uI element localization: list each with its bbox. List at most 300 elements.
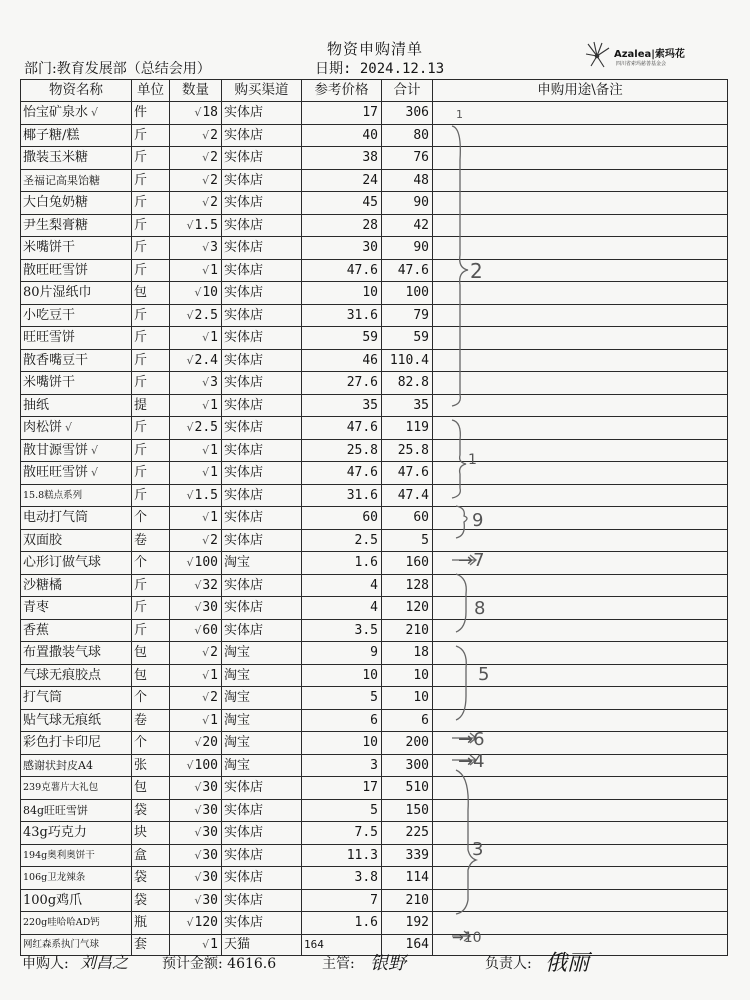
cell-unit: 盒 xyxy=(132,844,170,867)
cell-item-name xyxy=(21,709,132,732)
responsible-label: 负责人: xyxy=(485,956,532,972)
annotation-10: →10 xyxy=(452,930,482,946)
checkmark-icon: √ xyxy=(91,443,99,457)
logo-brand-text: Azalea|索玛花 xyxy=(614,49,685,60)
cell-price: 1.6 xyxy=(302,912,382,935)
col-header-name: 物资名称 xyxy=(21,80,132,102)
cell-unit: 斤 xyxy=(132,124,170,147)
quantity-text: 10 xyxy=(202,285,218,301)
cell-item-name xyxy=(21,597,132,620)
cell-price: 40 xyxy=(302,124,382,147)
cell-channel: 实体店 xyxy=(222,259,302,282)
table-row xyxy=(21,394,728,417)
budget-amount: 预计金额: 4616.6 xyxy=(162,956,277,972)
cell-item-name xyxy=(21,147,132,170)
cell-item-name xyxy=(21,102,132,125)
cell-total: 47.6 xyxy=(382,259,433,282)
azalea-flower-icon xyxy=(580,40,614,72)
quantity-text: 1 xyxy=(210,262,218,278)
cell-notes xyxy=(433,462,728,485)
cell-price: 4 xyxy=(302,597,382,620)
checkmark-icon: √ xyxy=(65,421,73,435)
cell-item-name xyxy=(21,372,132,395)
cell-price: 164 xyxy=(302,934,382,955)
cell-quantity xyxy=(170,732,222,755)
cell-quantity xyxy=(170,529,222,552)
cell-quantity xyxy=(170,349,222,372)
cell-total: 6 xyxy=(382,709,433,732)
table-header-row xyxy=(21,80,728,102)
cell-channel: 实体店 xyxy=(222,417,302,440)
cell-notes xyxy=(433,417,728,440)
cell-channel: 实体店 xyxy=(222,484,302,507)
cell-quantity xyxy=(170,372,222,395)
table-row xyxy=(21,147,728,170)
cell-total: 300 xyxy=(382,754,433,777)
cell-item-name xyxy=(21,327,132,350)
cell-notes xyxy=(433,102,728,125)
checkmark-icon: √ xyxy=(186,308,194,322)
table-row xyxy=(21,214,728,237)
item-name-text: 心形订做气球 xyxy=(23,555,102,571)
cell-channel: 实体店 xyxy=(222,124,302,147)
checkmark-icon: √ xyxy=(186,421,194,435)
quantity-text: 1 xyxy=(210,510,218,526)
col-header-notes: 申购用途\备注 xyxy=(433,80,728,102)
cell-total: 128 xyxy=(382,574,433,597)
cell-item-name xyxy=(21,777,132,800)
cell-unit: 斤 xyxy=(132,372,170,395)
cell-price: 5 xyxy=(302,799,382,822)
checkmark-icon: √ xyxy=(186,556,194,570)
cell-item-name xyxy=(21,394,132,417)
item-name-text: 撒装玉米糖 xyxy=(23,150,89,166)
quantity-text: 30 xyxy=(202,825,218,841)
cell-quantity xyxy=(170,777,222,800)
checkmark-icon: √ xyxy=(202,241,210,255)
cell-quantity xyxy=(170,664,222,687)
table-row xyxy=(21,462,728,485)
cell-item-name xyxy=(21,237,132,260)
cell-item-name xyxy=(21,417,132,440)
cell-quantity xyxy=(170,282,222,305)
cell-unit: 斤 xyxy=(132,484,170,507)
cell-unit: 斤 xyxy=(132,439,170,462)
cell-unit: 瓶 xyxy=(132,912,170,935)
col-header-total: 合计 xyxy=(382,80,433,102)
cell-quantity xyxy=(170,327,222,350)
cell-total: 60 xyxy=(382,507,433,530)
supervisor-signature: 银野 xyxy=(370,953,406,974)
checkmark-icon: √ xyxy=(194,826,202,840)
item-name-text: 106g卫龙辣条 xyxy=(23,872,86,883)
item-name-text: 香蕉 xyxy=(23,622,50,638)
cell-channel: 实体店 xyxy=(222,912,302,935)
cell-quantity xyxy=(170,687,222,710)
quantity-text: 20 xyxy=(202,735,218,751)
cell-channel: 实体店 xyxy=(222,529,302,552)
annotation-9: 9 xyxy=(472,510,484,531)
cell-unit: 套 xyxy=(132,934,170,955)
quantity-text: 120 xyxy=(194,915,218,931)
cell-unit: 个 xyxy=(132,732,170,755)
cell-notes xyxy=(433,259,728,282)
supervisor-label: 主管: xyxy=(322,956,355,972)
item-name-text: 散香嘴豆干 xyxy=(23,352,89,368)
cell-price: 2.5 xyxy=(302,529,382,552)
cell-total: 90 xyxy=(382,237,433,260)
cell-unit: 个 xyxy=(132,552,170,575)
cell-price: 6 xyxy=(302,709,382,732)
quantity-text: 1 xyxy=(210,667,218,683)
cell-notes xyxy=(433,754,728,777)
checkmark-icon: √ xyxy=(186,758,194,772)
cell-total: 47.6 xyxy=(382,462,433,485)
item-name-text: 圣福记高果饴糖 xyxy=(23,173,100,187)
table-row xyxy=(21,417,728,440)
cell-notes xyxy=(433,349,728,372)
cell-notes xyxy=(433,372,728,395)
checkmark-icon: √ xyxy=(194,286,202,300)
quantity-text: 1 xyxy=(210,712,218,728)
cell-item-name xyxy=(21,844,132,867)
cell-quantity xyxy=(170,934,222,955)
cell-channel: 实体店 xyxy=(222,147,302,170)
item-name-text: 散旺旺雪饼 xyxy=(23,465,89,481)
cell-item-name xyxy=(21,799,132,822)
cell-unit: 包 xyxy=(132,282,170,305)
cell-unit: 斤 xyxy=(132,597,170,620)
quantity-text: 100 xyxy=(194,757,218,773)
cell-total: 210 xyxy=(382,889,433,912)
cell-channel: 实体店 xyxy=(222,597,302,620)
cell-quantity xyxy=(170,912,222,935)
cell-item-name xyxy=(21,529,132,552)
quantity-text: 2.5 xyxy=(194,420,218,436)
cell-quantity xyxy=(170,597,222,620)
table-row xyxy=(21,664,728,687)
item-name-text: 感谢状封皮A4 xyxy=(23,758,93,772)
checkmark-icon: √ xyxy=(202,511,210,525)
cell-quantity xyxy=(170,552,222,575)
table-row xyxy=(21,169,728,192)
cell-notes xyxy=(433,507,728,530)
foundation-logo xyxy=(580,40,685,72)
table-row xyxy=(21,259,728,282)
cell-total: 90 xyxy=(382,192,433,215)
cell-notes xyxy=(433,147,728,170)
cell-unit: 提 xyxy=(132,394,170,417)
cell-notes xyxy=(433,844,728,867)
table-row xyxy=(21,349,728,372)
cell-price: 47.6 xyxy=(302,259,382,282)
table-row xyxy=(21,439,728,462)
item-name-text: 100g鸡爪 xyxy=(23,892,83,908)
table-row xyxy=(21,597,728,620)
item-name-text: 打气筒 xyxy=(23,690,63,706)
item-name-text: 布置撒装气球 xyxy=(23,645,102,661)
cell-total: 35 xyxy=(382,394,433,417)
quantity-text: 30 xyxy=(202,780,218,796)
cell-quantity xyxy=(170,214,222,237)
col-header-price: 参考价格 xyxy=(302,80,382,102)
cell-total: 210 xyxy=(382,619,433,642)
checkmark-icon: √ xyxy=(186,488,194,502)
quantity-text: 1 xyxy=(210,442,218,458)
quantity-text: 2 xyxy=(210,532,218,548)
cell-channel: 实体店 xyxy=(222,372,302,395)
checkmark-icon: √ xyxy=(202,691,210,705)
quantity-text: 1 xyxy=(210,397,218,413)
table-row xyxy=(21,124,728,147)
item-name-text: 青枣 xyxy=(23,600,50,616)
cell-channel: 天猫 xyxy=(222,934,302,955)
cell-total: 82.8 xyxy=(382,372,433,395)
logo-subtitle: 四川省索玛慈善基金会 xyxy=(616,61,667,67)
cell-price: 28 xyxy=(302,214,382,237)
quantity-text: 60 xyxy=(202,622,218,638)
cell-item-name xyxy=(21,687,132,710)
cell-unit: 斤 xyxy=(132,619,170,642)
checkmark-icon: √ xyxy=(194,848,202,862)
annotation-1a: 1 xyxy=(456,108,463,121)
checkmark-icon: √ xyxy=(194,578,202,592)
cell-price: 31.6 xyxy=(302,304,382,327)
cell-quantity xyxy=(170,102,222,125)
cell-quantity xyxy=(170,799,222,822)
table-row xyxy=(21,732,728,755)
cell-channel: 实体店 xyxy=(222,304,302,327)
cell-quantity xyxy=(170,259,222,282)
checkmark-icon: √ xyxy=(194,803,202,817)
annotation-7: →7 xyxy=(458,550,485,571)
quantity-text: 30 xyxy=(202,802,218,818)
cell-unit: 张 xyxy=(132,754,170,777)
cell-item-name xyxy=(21,754,132,777)
cell-price: 4 xyxy=(302,574,382,597)
cell-notes xyxy=(433,439,728,462)
cell-channel: 实体店 xyxy=(222,169,302,192)
item-name-text: 电动打气筒 xyxy=(23,510,89,526)
quantity-text: 3 xyxy=(210,240,218,256)
cell-channel: 实体店 xyxy=(222,102,302,125)
checkmark-icon: √ xyxy=(202,263,210,277)
quantity-text: 18 xyxy=(202,105,218,121)
cell-price: 17 xyxy=(302,102,382,125)
quantity-text: 2 xyxy=(210,645,218,661)
quantity-text: 2 xyxy=(210,150,218,166)
cell-total: 76 xyxy=(382,147,433,170)
cell-item-name xyxy=(21,349,132,372)
table-row xyxy=(21,754,728,777)
item-name-text: 旺旺雪饼 xyxy=(23,330,76,346)
responsible-signature: 俄丽 xyxy=(545,951,590,976)
cell-item-name xyxy=(21,304,132,327)
cell-notes xyxy=(433,237,728,260)
quantity-text: 1 xyxy=(210,330,218,346)
annotation-4: →4 xyxy=(458,751,485,772)
cell-item-name xyxy=(21,889,132,912)
item-name-text: 239克薯片大礼包 xyxy=(23,782,99,793)
cell-total: 150 xyxy=(382,799,433,822)
cell-total: 160 xyxy=(382,552,433,575)
cell-total: 18 xyxy=(382,642,433,665)
quantity-text: 1.5 xyxy=(194,487,218,503)
annotation-1b: 1 xyxy=(468,452,477,468)
checkmark-icon: √ xyxy=(194,893,202,907)
cell-price: 59 xyxy=(302,327,382,350)
cell-item-name xyxy=(21,169,132,192)
cell-notes xyxy=(433,597,728,620)
table-row xyxy=(21,507,728,530)
item-name-text: 米嘴饼干 xyxy=(23,240,76,256)
quantity-text: 2 xyxy=(210,690,218,706)
quantity-text: 1 xyxy=(210,465,218,481)
item-name-text: 贴气球无痕纸 xyxy=(23,712,102,728)
annotation-6: →6 xyxy=(458,729,485,750)
cell-unit: 件 xyxy=(132,102,170,125)
checkmark-icon: √ xyxy=(194,106,202,120)
cell-total: 80 xyxy=(382,124,433,147)
table-row xyxy=(21,484,728,507)
table-row xyxy=(21,372,728,395)
cell-item-name xyxy=(21,552,132,575)
item-name-text: 大白兔奶糖 xyxy=(23,195,89,211)
cell-channel: 实体店 xyxy=(222,349,302,372)
cell-channel: 淘宝 xyxy=(222,642,302,665)
cell-total: 25.8 xyxy=(382,439,433,462)
cell-notes xyxy=(433,642,728,665)
cell-price: 7 xyxy=(302,889,382,912)
annotation-8: 8 xyxy=(474,598,486,619)
cell-item-name xyxy=(21,912,132,935)
table-row xyxy=(21,687,728,710)
cell-total: 100 xyxy=(382,282,433,305)
item-name-text: 抽纸 xyxy=(23,397,50,413)
cell-item-name xyxy=(21,642,132,665)
quantity-text: 32 xyxy=(202,577,218,593)
cell-notes xyxy=(433,664,728,687)
cell-item-name xyxy=(21,192,132,215)
cell-unit: 包 xyxy=(132,777,170,800)
checkmark-icon: √ xyxy=(194,736,202,750)
cell-channel: 实体店 xyxy=(222,214,302,237)
cell-price: 9 xyxy=(302,642,382,665)
cell-item-name xyxy=(21,462,132,485)
cell-item-name xyxy=(21,732,132,755)
cell-channel: 实体店 xyxy=(222,619,302,642)
purchase-table xyxy=(20,79,728,956)
quantity-text: 100 xyxy=(194,555,218,571)
cell-price: 11.3 xyxy=(302,844,382,867)
item-name-text: 米嘴饼干 xyxy=(23,375,76,391)
cell-total: 306 xyxy=(382,102,433,125)
cell-unit: 斤 xyxy=(132,214,170,237)
date-label: 日期: 2024.12.13 xyxy=(315,61,445,77)
cell-quantity xyxy=(170,484,222,507)
cell-channel: 淘宝 xyxy=(222,732,302,755)
cell-channel: 实体店 xyxy=(222,822,302,845)
cell-price: 3 xyxy=(302,754,382,777)
checkmark-icon: √ xyxy=(91,466,99,480)
cell-item-name xyxy=(21,124,132,147)
document-title: 物资申购清单 xyxy=(326,40,423,58)
cell-total: 110.4 xyxy=(382,349,433,372)
cell-price: 10 xyxy=(302,282,382,305)
quantity-text: 2.5 xyxy=(194,307,218,323)
item-name-text: 双面胶 xyxy=(23,532,63,548)
item-name-text: 散甘源雪饼 xyxy=(23,442,89,458)
cell-channel: 实体店 xyxy=(222,507,302,530)
cell-notes xyxy=(433,304,728,327)
cell-unit: 斤 xyxy=(132,304,170,327)
cell-notes xyxy=(433,777,728,800)
table-row xyxy=(21,867,728,890)
cell-total: 42 xyxy=(382,214,433,237)
cell-quantity xyxy=(170,889,222,912)
cell-quantity xyxy=(170,867,222,890)
cell-unit: 斤 xyxy=(132,462,170,485)
cell-notes xyxy=(433,912,728,935)
cell-quantity xyxy=(170,574,222,597)
cell-channel: 实体店 xyxy=(222,192,302,215)
cell-unit: 斤 xyxy=(132,237,170,260)
cell-unit: 包 xyxy=(132,664,170,687)
cell-unit: 块 xyxy=(132,822,170,845)
checkmark-icon: √ xyxy=(202,128,210,142)
cell-quantity xyxy=(170,507,222,530)
cell-total: 510 xyxy=(382,777,433,800)
cell-channel: 实体店 xyxy=(222,889,302,912)
item-name-text: 84g旺旺雪饼 xyxy=(23,803,89,817)
item-name-text: 15.8糕点系列 xyxy=(23,489,83,501)
cell-notes xyxy=(433,687,728,710)
cell-unit: 个 xyxy=(132,687,170,710)
item-name-text: 194g奥利奥饼干 xyxy=(23,849,95,861)
item-name-text: 肉松饼 xyxy=(23,420,63,436)
item-name-text: 小吃豆干 xyxy=(23,307,76,323)
quantity-text: 2.4 xyxy=(194,352,218,368)
cell-quantity xyxy=(170,822,222,845)
cell-notes xyxy=(433,552,728,575)
checkmark-icon: √ xyxy=(202,196,210,210)
cell-price: 10 xyxy=(302,732,382,755)
cell-notes xyxy=(433,394,728,417)
cell-quantity xyxy=(170,237,222,260)
cell-price: 25.8 xyxy=(302,439,382,462)
cell-price: 3.8 xyxy=(302,867,382,890)
cell-price: 45 xyxy=(302,192,382,215)
cell-total: 119 xyxy=(382,417,433,440)
cell-notes xyxy=(433,484,728,507)
col-header-channel: 购买渠道 xyxy=(222,80,302,102)
cell-channel: 淘宝 xyxy=(222,754,302,777)
cell-item-name xyxy=(21,619,132,642)
item-name-text: 43g巧克力 xyxy=(23,825,87,841)
cell-price: 47.6 xyxy=(302,462,382,485)
cell-item-name xyxy=(21,507,132,530)
cell-unit: 斤 xyxy=(132,192,170,215)
checkmark-icon: √ xyxy=(194,871,202,885)
cell-notes xyxy=(433,889,728,912)
cell-channel: 实体店 xyxy=(222,844,302,867)
cell-price: 24 xyxy=(302,169,382,192)
quantity-text: 30 xyxy=(202,892,218,908)
cell-price: 27.6 xyxy=(302,372,382,395)
cell-quantity xyxy=(170,754,222,777)
quantity-text: 2 xyxy=(210,172,218,188)
cell-quantity xyxy=(170,619,222,642)
